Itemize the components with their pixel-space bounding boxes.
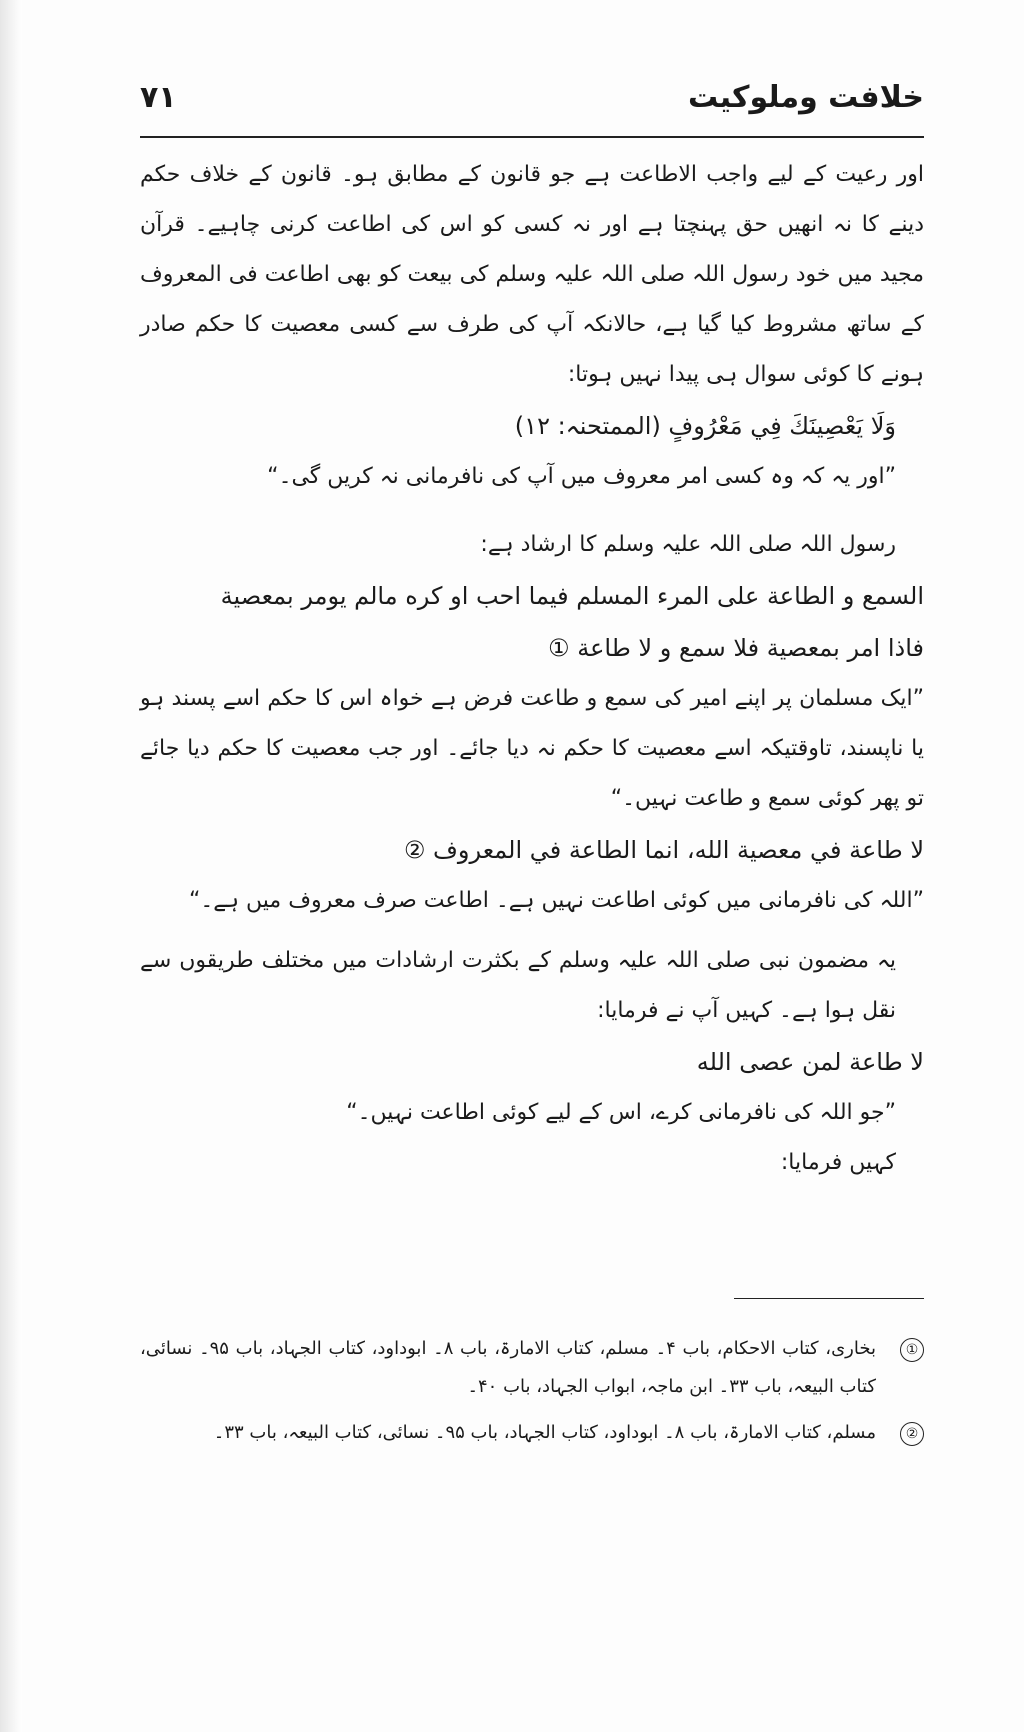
- page-binding-shadow: [0, 0, 22, 1732]
- footnote-ref-2: ②: [403, 836, 426, 864]
- footnote-text: بخاری، کتاب الاحکام، باب ۴۔ مسلم، کتاب الامارۃ، باب ۸۔ ابوداود، کتاب الجہاد، باب ۹۵۔ نسائی، کتاب البیعہ، باب ۳۳۔ ابن ماجہ، ابواب الجہاد، باب ۴۰۔: [140, 1338, 876, 1397]
- footnote-2: [140, 1414, 924, 1452]
- footnotes: [140, 1330, 924, 1460]
- page-number: ۷۱: [140, 80, 177, 115]
- footnote-1: [140, 1330, 924, 1406]
- page-header: [140, 70, 924, 130]
- hadith-2-text: لا طاعة في معصية الله، انما الطاعة في المعروف: [432, 836, 924, 864]
- footnote-number: ①: [900, 1338, 924, 1362]
- footnote-rule: [734, 1298, 924, 1299]
- quran-ayah: وَلَا يَعْصِينَكَ فِي مَعْرُوفٍ (الممتحنہ: ۱۲): [514, 412, 896, 440]
- paragraph-3: کہیں فرمایا:: [780, 1150, 896, 1175]
- hadith-3: لا طاعة لمن عصى الله: [696, 1048, 924, 1076]
- hadith-1-line-1: السمع و الطاعة على المرء المسلم فيما احب او كره مالم يومر بمعصية: [220, 582, 924, 610]
- hadith-2-translation: ”اللہ کی نافرمانی میں کوئی اطاعت نہیں ہے۔ اطاعت صرف معروف میں ہے۔“: [188, 888, 924, 913]
- hadith-intro: رسول اللہ صلی اللہ علیہ وسلم کا ارشاد ہے:: [480, 532, 896, 557]
- paragraph-2: یہ مضمون نبی صلی اللہ علیہ وسلم کے بکثرت ارشادات میں مختلف طریقوں سے نقل ہوا ہے۔ کہیں آپ نے فرمایا:: [140, 948, 896, 1023]
- header-rule: [140, 136, 924, 138]
- footnote-text: مسلم، کتاب الامارۃ، باب ۸۔ ابوداود، کتاب الجہاد، باب ۹۵۔ نسائی، کتاب البیعہ، باب ۳۳۔: [213, 1422, 876, 1443]
- ayah-translation: ”اور یہ کہ وہ کسی امر معروف میں آپ کی نافرمانی نہ کریں گی۔“: [267, 464, 896, 489]
- hadith-1-line-2: [140, 622, 924, 674]
- paragraph-1: اور رعیت کے لیے واجب الاطاعت ہے جو قانون کے مطابق ہو۔ قانون کے خلاف حکم دینے کا نہ انھیں حق پہنچتا ہے اور نہ کسی کو اس کی اطاعت کرنی چاہیے۔ قرآن مجید میں خود رسول اللہ صلی اللہ علیہ وسلم کی بیعت کو بھی اطاعت فی المعروف کے ساتھ مشروط کیا گیا ہے، حالانکہ آپ کی طرف سے کسی معصیت کا حکم صادر ہونے کا کوئی سوال ہی پیدا نہیں ہوتا:: [140, 162, 924, 387]
- hadith-1-line-2-text: فاذا امر بمعصية فلا سمع و لا طاعة: [577, 634, 924, 662]
- hadith-3-translation: ”جو اللہ کی نافرمانی کرے، اس کے لیے کوئی اطاعت نہیں۔“: [346, 1100, 896, 1125]
- running-title: خلافت وملوکیت: [688, 80, 924, 115]
- hadith-2: [140, 824, 924, 876]
- hadith-1-translation: ”ایک مسلمان پر اپنے امیر کی سمع و طاعت فرض ہے خواہ اس کا حکم اسے پسند ہو یا ناپسند، تاوقتیکہ اسے معصیت کا حکم نہ دیا جائے۔ اور جب معصیت کا حکم دیا جائے تو پھر کوئی سمع و طاعت نہیں۔“: [140, 686, 924, 811]
- footnote-ref-1: ①: [548, 634, 570, 662]
- main-text: [140, 150, 924, 1188]
- footnote-number: ②: [900, 1422, 924, 1446]
